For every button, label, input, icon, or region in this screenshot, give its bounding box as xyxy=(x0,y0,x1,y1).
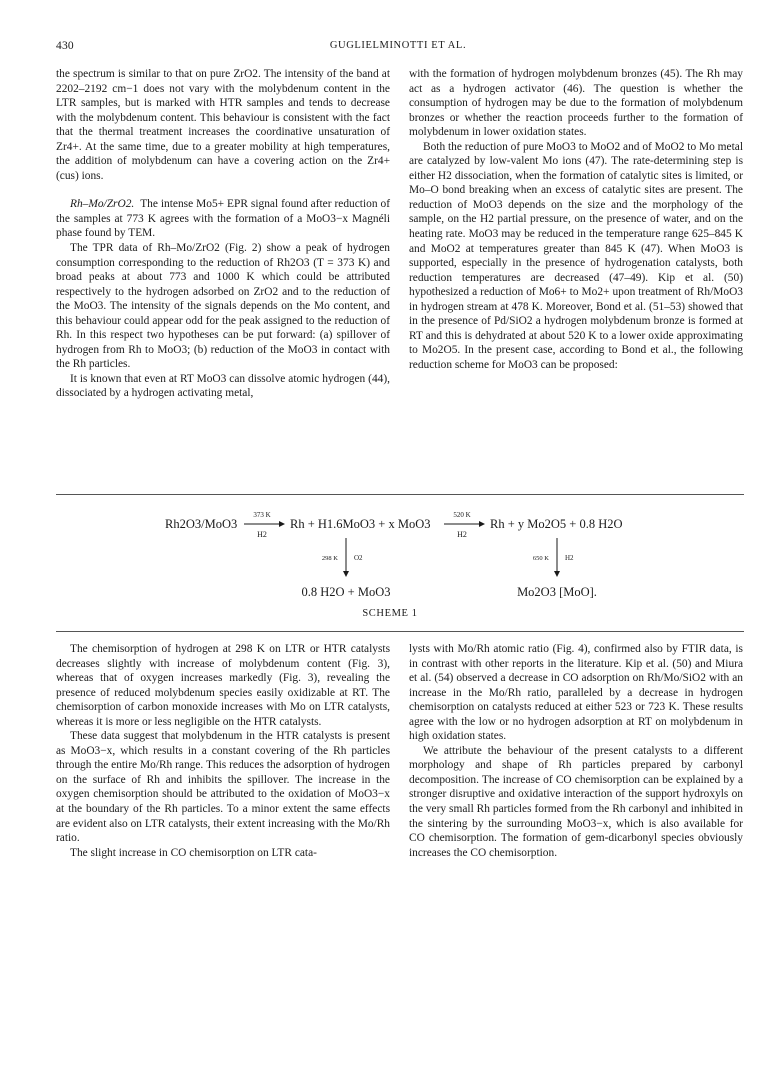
paragraph: the spectrum is similar to that on pure ZrO2. The intensity of the band at 2202–2192 cm−1 does not vary with the molybdenum content in the LTR samples, but is marked with HTR samples and tends to decrease with the molybdenum content. This behaviour is consistent with the fact that the thermal treatment increases the coordinative unsaturation of Zr4+. At the same time, due to a greater mobility at high temperatures, the addition of molybdenum can have a covering action on the Zr4+ (cus) ions. xyxy=(56,68,390,182)
paragraph-text: The intense Mo5+ EPR signal found after reduction of the samples at 773 K agrees with the formation of a MoO3−x Magnéli phase found by TEM. xyxy=(56,198,390,240)
paragraph: The TPR data of Rh–Mo/ZrO2 (Fig. 2) show a peak of hydrogen consumption corresponding to the reduction of Rh2O3 (T = 373 K) and broad peaks at about 773 and 1000 K which could be attributed respectively to the hydrogen adsorbed on ZrO2 and to the reduction of the MoO3. The intensity of the signals depends on the Mo content, and this behaviour could appear odd for the peak assigned to the reduction of Rh. In this respect two hypotheses can be put forward: (a) spillover of hydrogen from Rh to MoO3; (b) reduction of the MoO3 in contact with the Rh particles. xyxy=(56,242,390,371)
top-left-column xyxy=(56,67,390,401)
step2-temp: 520 K xyxy=(453,511,471,519)
running-title: GUGLIELMINOTTI ET AL. xyxy=(329,40,467,51)
branch1-gas: O2 xyxy=(354,554,363,562)
branch1-product: 0.8 H2O + MoO3 xyxy=(301,585,391,599)
paragraph: The slight increase in CO chemisorption on LTR cata- xyxy=(70,846,317,859)
section-heading: Rh–Mo/ZrO2. xyxy=(70,198,135,211)
page-header xyxy=(56,40,740,56)
bottom-right-column xyxy=(409,642,743,860)
scheme-start: Rh2O3/MoO3 xyxy=(165,517,238,531)
scheme-caption: SCHEME 1 xyxy=(362,608,418,619)
branch2-gas: H2 xyxy=(565,554,574,562)
paragraph: Both the reduction of pure MoO3 to MoO2 and of MoO2 to Mo metal are catalyzed by low-valent Mo ions (47). The rate-determining step is either H2 dissociation, when the formation of catalytic sites is limited, or Mo–O bond breaking when an excess of catalytic sites are present. The reduction of MoO3 depends on the size and the morphology of the sample, on the H2 partial pressure, on the presence of water, and on the heating rate. MoO3 may be reduced in the temperature range 625–845 K and MoO2 at temperatures greater than 845 K (47). When MoO3 is supported, especially in the presence of hydrogenation catalysts, both reduction temperatures are decreased (47–49). Kip et al. (50) hypothesized a reduction of Mo6+ to Mo2+ upon treatment of Rh/MoO3 in hydrogen stream at 478 K. Moreover, Bond et al. (51–53) showed that in the presence of Pd/SiO2 a hydrogen molybdenum bronze is formed at RT and this is dehydrated at about 520 K to a lower oxide approximating to Mo2O5. In the present case, according to Bond et al., the following reduction scheme for MoO3 can be proposed: xyxy=(409,140,743,371)
page-number: 430 xyxy=(56,40,74,52)
paragraph xyxy=(56,197,390,241)
paragraph: We attribute the behaviour of the present catalysts to a different morphology and shape of Rh particles prepared by carbonyl decomposition. The increase of CO chemisorption can be explained by a stronger disruptive and oxidative interaction of the support hydroxyls on the very small Rh particles formed from the Rh carbonyl and inhibited in the sintering by the surrounding MoO3−x, which is also available for CO chemisorption. The formation of gem-dicarbonyl species obviously increases the CO chemisorption. xyxy=(409,744,743,859)
scheme-product: Rh + y Mo2O5 + 0.8 H2O xyxy=(490,517,623,531)
step1-temp: 373 K xyxy=(253,511,271,519)
top-right-column xyxy=(409,67,743,372)
divider xyxy=(56,631,744,632)
paragraph: with the formation of hydrogen molybdenum bronzes (45). The Rh may act as a hydrogen activator (46). The question is whether the consumption of hydrogen may be due to the formation of molybdenum bronzes or whether the reaction proceeds further to the formation of molybdenum in lower oxidation states. xyxy=(409,68,743,139)
scheme-drawing xyxy=(0,500,780,610)
paragraph: These data suggest that molybdenum in the HTR catalysts is present as MoO3−x, which results in a constant covering of the Rh particles through the entire Mo/Rh range. This reduces the adsorption of hydrogen on the surface of Rh and inhibits the spillover. The increase in the oxygen chemisorption should be attributed to the oxidation of MoO3−x at the boundary of the Rh particles. To a minor extent the same effects are evident also on LTR catalysts, their extent increasing with the Mo/Rh ratio. xyxy=(56,730,390,845)
step2-gas: H2 xyxy=(457,530,467,539)
paragraph: The chemisorption of hydrogen at 298 K on LTR or HTR catalysts decreases slightly with increase of molybdenum content (Fig. 3), whereas that of oxygen increases markedly (Fig. 3), revealing the presence of reduced molybdenum species easily oxidizable at RT. The chemisorption of carbon monoxide increases with Mo on LTR catalysts, whereas it is more or less negligible on the HTR catalysts. xyxy=(56,643,390,728)
step1-gas: H2 xyxy=(257,530,267,539)
bottom-left-column xyxy=(56,642,390,860)
branch1-temp: 298 K xyxy=(321,555,338,562)
scheme-intermediate: Rh + H1.6MoO3 + x MoO3 xyxy=(290,517,431,531)
branch2-product: Mo2O3 [MoO]. xyxy=(517,585,597,599)
divider xyxy=(56,494,744,495)
paragraph: lysts with Mo/Rh atomic ratio (Fig. 4), confirmed also by FTIR data, is in contrast with other reports in the literature. Kip et al. (50) and Miura et al. (54) observed a decrease in CO adsorption on Rh/Mo/SiO2 with an increase in the Mo/Rh ratio, paralleled by a decrease in hydrogen chemisorption on catalysts reduced at either 523 or 723 K. These results agree with the low or no hydrogen adsorption at RT on molybdenum in high oxidation states. xyxy=(409,643,743,743)
branch2-temp: 650 K xyxy=(532,555,549,562)
paragraph: It is known that even at RT MoO3 can dissolve atomic hydrogen (44), dissociated by a hydrogen activating metal, xyxy=(56,372,390,400)
